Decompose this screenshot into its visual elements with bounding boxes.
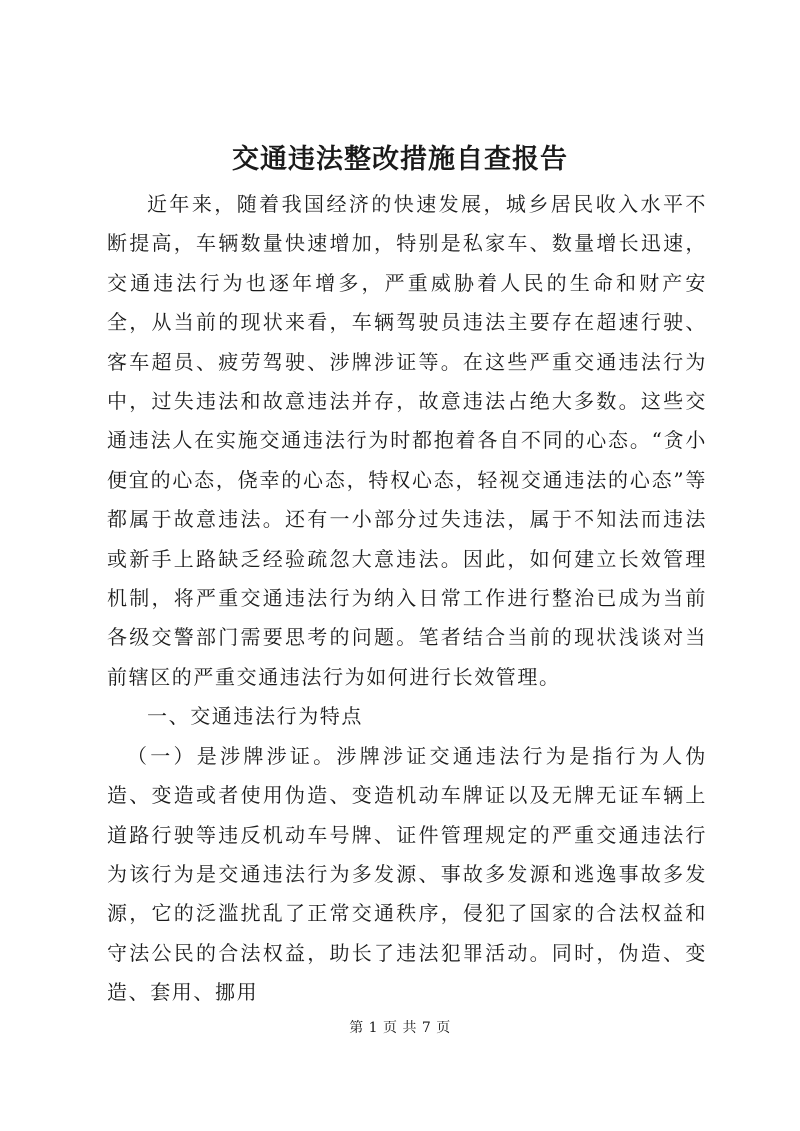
document-body [107,185,707,1013]
page-title: 交通违法整改措施自查报告 [232,144,568,175]
page-footer: 第 1 页 共 7 页 [349,1020,451,1036]
section-heading: 一、交通违法行为特点 [147,704,363,729]
intro-paragraph: 近年来，随着我国经济的快速发展，城乡居民收入水平不断提高，车辆数量快速增加，特别是私家车、数量增长迅速，交通违法行为也逐年增多，严重威胁着人民的生命和财产安全，从当前的现状来看，车辆驾驶员违法主要存在超速行驶、客车超员、疲劳驾驶、涉牌涉证等。在这些严重交通违法行为中，过失违法和故意违法并存，故意违法占绝大多数。这些交通违法人在实施交通违法行为时都抱着各自不同的心态。“贪小便宜的心态，侥幸的心态，特权心态，轻视交通违法的心态”等都属于故意违法。还有一小部分过失违法，属于不知法而违法或新手上路缺乏经验疏忽大意违法。因此，如何建立长效管理机制，将严重交通违法行为纳入日常工作进行整治已成为当前各级交警部门需要思考的问题。笔者结合当前的现状浅谈对当前辖区的严重交通违法行为如何进行长效管理。 [107,192,707,689]
subsection-paragraph: （一）是涉牌涉证。涉牌涉证交通违法行为是指行为人伪造、变造或者使用伪造、变造机动车牌证以及无牌无证车辆上道路行驶等违反机动车号牌、证件管理规定的严重交通违法行为该行为是交通违法行为多发源、事故多发源和逃逸事故多发源，它的泛滥扰乱了正常交通秩序，侵犯了国家的合法权益和守法公民的合法权益，助长了违法犯罪活动。同时，伪造、变造、套用、挪用 [107,743,707,1005]
